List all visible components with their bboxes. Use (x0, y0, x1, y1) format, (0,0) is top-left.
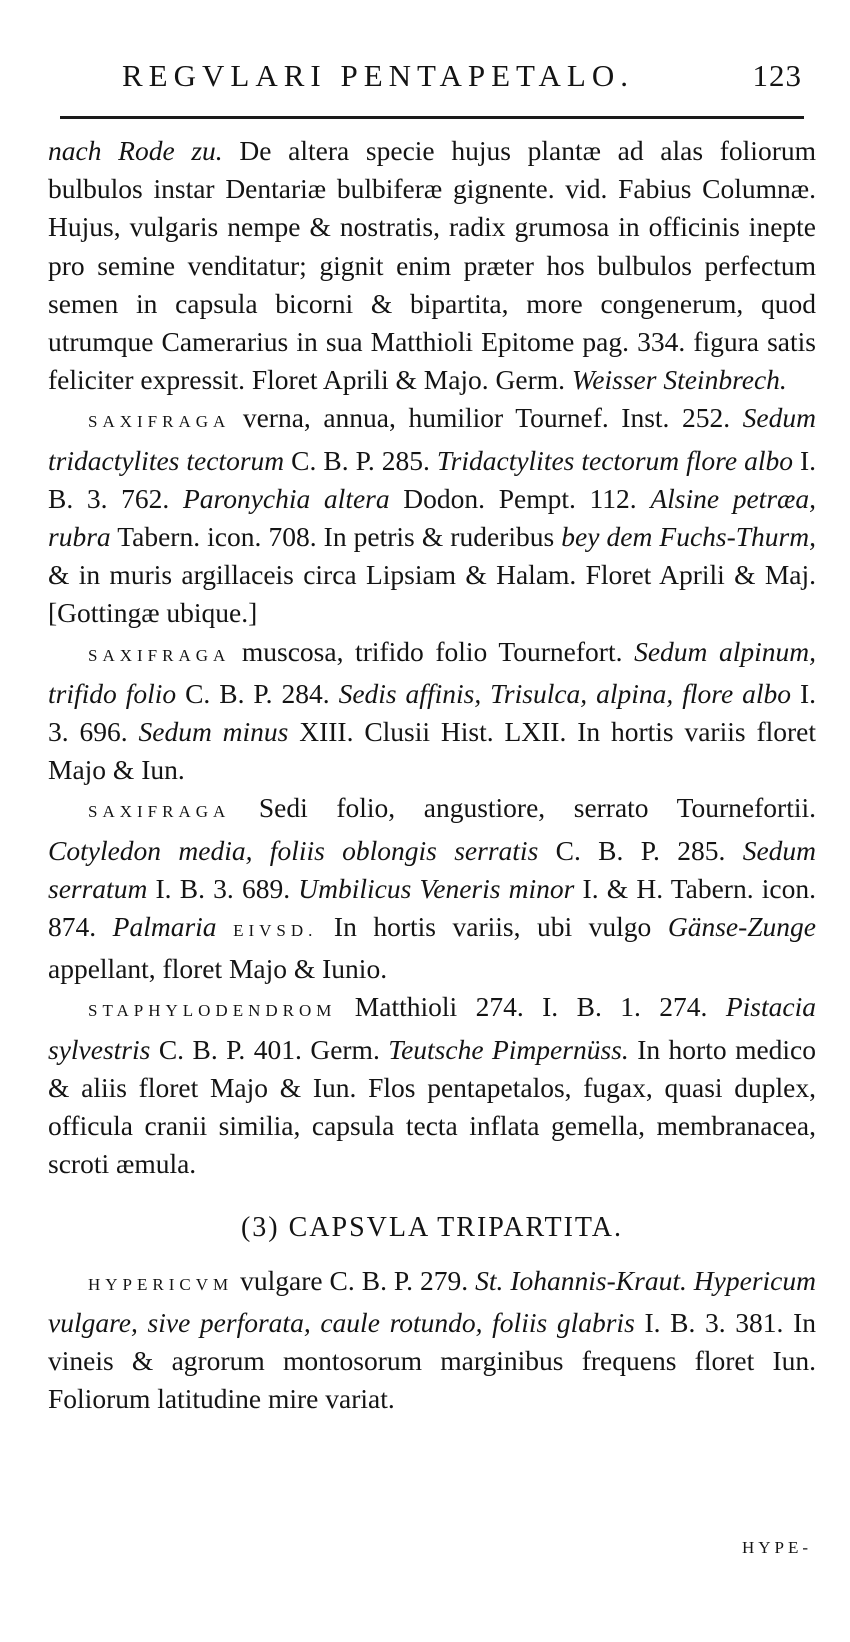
text-run: verna, annua, humilior Tournef. Inst. 252. (230, 402, 743, 434)
text-run: Matthioli 274. I. B. 1. 274. (336, 991, 726, 1023)
text-run: Dodon. Pempt. 112. (389, 482, 651, 514)
entry-hypericum (48, 1262, 816, 1419)
text-run: appellant, floret Majo & Iunio. (48, 953, 388, 985)
genus-name: SAXIFRAGA (88, 645, 231, 665)
text-run: XIII. Clusii Hist. LXII. In hortis variis floret Majo & Iun. (48, 716, 816, 786)
text-run: Sedi folio, angustiore, serrato Tournefortii. (230, 792, 816, 824)
text-run: Tabern. icon. 708. In petris & ruderibus (110, 521, 562, 553)
synonym: Sedum serratum (48, 834, 817, 904)
german-name: Weisser Steinbrech. (571, 364, 787, 396)
text-run: muscosa, trifido folio Tournefort. (230, 635, 635, 667)
synonym: Pistacia sylvestris (48, 991, 816, 1065)
genus-name: SAXIFRAGA (88, 802, 231, 822)
synonym: Sedum tridactylites tectorum (48, 402, 816, 476)
text-run: C. B. P. 401. Germ. (150, 1033, 389, 1065)
text-run: I. B. 3. 689. (147, 872, 299, 904)
text-run: C. B. P. 284. (176, 677, 339, 709)
text-run: C. B. P. 285. (284, 444, 437, 476)
synonym: Tridactylites tectorum flore albo (436, 444, 793, 476)
italic-phrase: nach Rode zu. (48, 135, 223, 166)
entry-staphylodendrom (48, 988, 816, 1183)
text-run: I. 3. 696. (48, 677, 816, 748)
text-run: In hortis variis, ubi vulgo (317, 911, 668, 943)
entry-saxifraga-muscosa (48, 633, 816, 790)
german-name: Teutsche Pimpernüss. (388, 1033, 629, 1065)
text-run: De altera specie hujus plantæ ad alas foliorum bulbulos instar Dentariæ bulbiferæ gignente. vid. Fabius Columnæ. Hujus, vulgaris nempe & nostratis, radix grumosa in officinis inepte pro semine venditatur; gignit enim præter hos bulbulos perfectum semen in capsula bicorni & bipartita, more congenerum, quod utrumque Camerarius in sua Matthioli Epitome pag. 334. figura satis feliciter expressit. Floret Aprili & Majo. Germ. (48, 135, 816, 396)
synonym: St. Iohannis-Kraut. Hypericum vulgare, sive perforata, caule rotundo, foliis glabris (48, 1264, 816, 1338)
genus-name: HYPERICVM (88, 1274, 234, 1294)
text-run: & in muris argillaceis circa Lipsiam & Halam. Floret Aprili & Maj. [Gottingæ ubique.] (48, 559, 816, 629)
text-body (48, 132, 816, 1419)
synonym: Alsine petræa, rubra (48, 482, 816, 553)
synonym: Palmaria (112, 911, 217, 943)
genus-name: SAXIFRAGA (88, 412, 231, 432)
synonym: Paronychia altera (182, 482, 390, 514)
entry-saxifraga-verna (48, 399, 816, 632)
section-heading: (3) CAPSVLA TRIPARTITA. (240, 1212, 623, 1244)
german-location: bey dem Fuchs-Thurm, (561, 521, 816, 553)
entry-saxifraga-sedi (48, 789, 816, 988)
text-run: I. B. 3. 381. In vineis & agrorum montosorum marginibus frequens floret Iun. Foliorum latitudine mire variat. (48, 1306, 816, 1415)
synonym: Sedum alpinum, trifido folio (48, 635, 816, 709)
running-title: REGVLARI PENTAPETALO. (122, 58, 634, 93)
german-name: Gänse-Zunge (667, 911, 817, 943)
synonym: Sedis affinis, Trisulca, alpina, flore albo (338, 677, 791, 709)
text-run: I. & H. Tabern. icon. 874. (48, 872, 816, 943)
genus-name: STAPHYLODENDROM (88, 1001, 337, 1021)
page-number: 123 (752, 58, 802, 93)
header-rule (60, 116, 804, 119)
small-caps-ref: EIVSD. (233, 921, 318, 941)
running-head (122, 58, 802, 102)
text-run: In horto medico & aliis floret Majo & Iun. Flos pentapetalos, fugax, quasi duplex, officula cranii similia, capsula tecta inflata gemella, membranacea, scroti æmula. (48, 1033, 817, 1180)
paragraph-continuation (48, 132, 816, 399)
synonym: Cotyledon media, foliis oblongis serratis (48, 834, 539, 866)
catchword: HYPE- (741, 1538, 812, 1557)
synonym: Sedum minus (138, 716, 289, 748)
text-run: vulgare C. B. P. 279. (233, 1264, 476, 1296)
synonym: Umbilicus Veneris minor (298, 872, 575, 904)
text-run: I. B. 3. 762. (48, 444, 817, 514)
text-run: C. B. P. 285. (538, 834, 743, 866)
